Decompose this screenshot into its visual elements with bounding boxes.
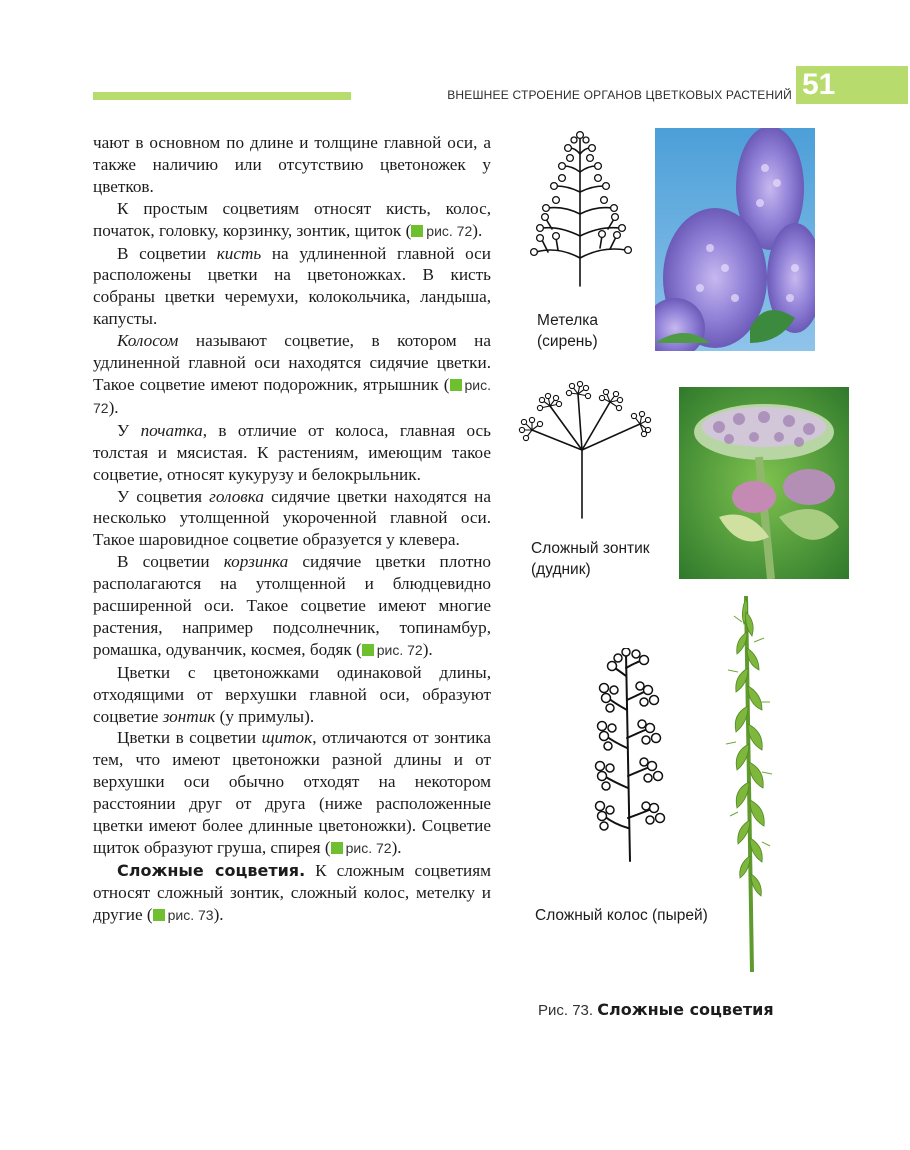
figure-ref[interactable]: рис. 72 xyxy=(331,840,392,856)
paragraph: Цветки в соцветии щиток, отличаются от зонтика тем, что имеют цветоножки разной длины и от верхушки оси обычно отходят на некотором расстоянии друг от друга (ниже расположенные цветки имеют более длинные цветоножки). Соцветие щиток образуют груша, спирея ( рис. 72). xyxy=(93,728,491,857)
paragraph: Цветки с цветоножками одинаковой длины, отходящими от верхушки главной оси, образуют соцветие зонтик (у примулы). xyxy=(93,662,491,726)
panicle-diagram xyxy=(518,128,646,288)
green-square-icon xyxy=(153,909,165,921)
label-compound-spike: Сложный колос (пырей) xyxy=(535,907,708,924)
green-square-icon xyxy=(411,225,423,237)
angelica-photo xyxy=(679,387,849,579)
compound-spike-diagram xyxy=(590,648,675,863)
green-square-icon xyxy=(450,379,462,391)
paragraph: Сложные соцветия. К сложным соцветиям относят сложный зонтик, сложный колос, метелку и другие ( рис. 73). xyxy=(93,860,491,924)
couch-grass-photo xyxy=(712,592,792,974)
lilac-photo xyxy=(655,128,815,351)
header-accent-bar xyxy=(93,92,351,100)
green-square-icon xyxy=(331,842,343,854)
figure-caption: Рис. 73. Сложные соцветия xyxy=(538,1000,774,1019)
paragraph: Колосом называют соцветие, в котором на удлиненной главной оси находятся сидячие цветки. Такое соцветие имеют подорожник, ятрышник ( рис. 72). xyxy=(93,331,491,417)
running-title: ВНЕШНЕЕ СТРОЕНИЕ ОРГАНОВ ЦВЕТКОВЫХ РАСТЕНИЙ xyxy=(447,88,792,102)
figure-ref[interactable]: рис. 73 xyxy=(153,907,214,923)
paragraph: В соцветии корзинка сидячие цветки плотно располагаются на утолщенной и блюдцевидно расширенной оси. Такое соцветие имеют многие растения, например подсолнечник, топинамбур, ромашка, одуванчик, космея, бодяк ( рис. 72). xyxy=(93,552,492,659)
page-number: 51 xyxy=(796,66,908,104)
paragraph: У початка, в отличие от колоса, главная ось толстая и мясистая. К растениям, имеющим такое соцветие, относят кукурузу и белокрыльник. xyxy=(93,420,491,484)
compound-umbel-diagram xyxy=(518,380,656,520)
label-compound-umbel: Сложный зонтик (дудник) xyxy=(531,540,650,578)
figure-ref[interactable]: рис. 72 xyxy=(411,223,472,239)
paragraph: У соцветия головка сидячие цветки находятся на несколько утолщенной укороченной главной оси. Такое шаровидное соцветие образуется у клевера. xyxy=(93,486,491,550)
body-text xyxy=(93,132,491,927)
figure-ref[interactable]: рис. 72 xyxy=(362,642,423,658)
green-square-icon xyxy=(362,644,374,656)
figure-ref[interactable]: рис. 72 xyxy=(93,376,491,416)
paragraph: В соцветии кисть на удлиненной главной оси расположены цветки на цветоножках. В кисть собраны цветки черемухи, колокольчика, ландыша, капусты. xyxy=(93,243,491,329)
paragraph: К простым соцветиям относят кисть, колос, початок, головку, корзинку, зонтик, щиток ( рис. 72). xyxy=(93,198,491,240)
paragraph: чают в основном по длине и толщине главной оси, а также наличию или отсутствию цветоножек у цветков. xyxy=(93,133,491,196)
label-panicle: Метелка (сирень) xyxy=(537,312,599,350)
